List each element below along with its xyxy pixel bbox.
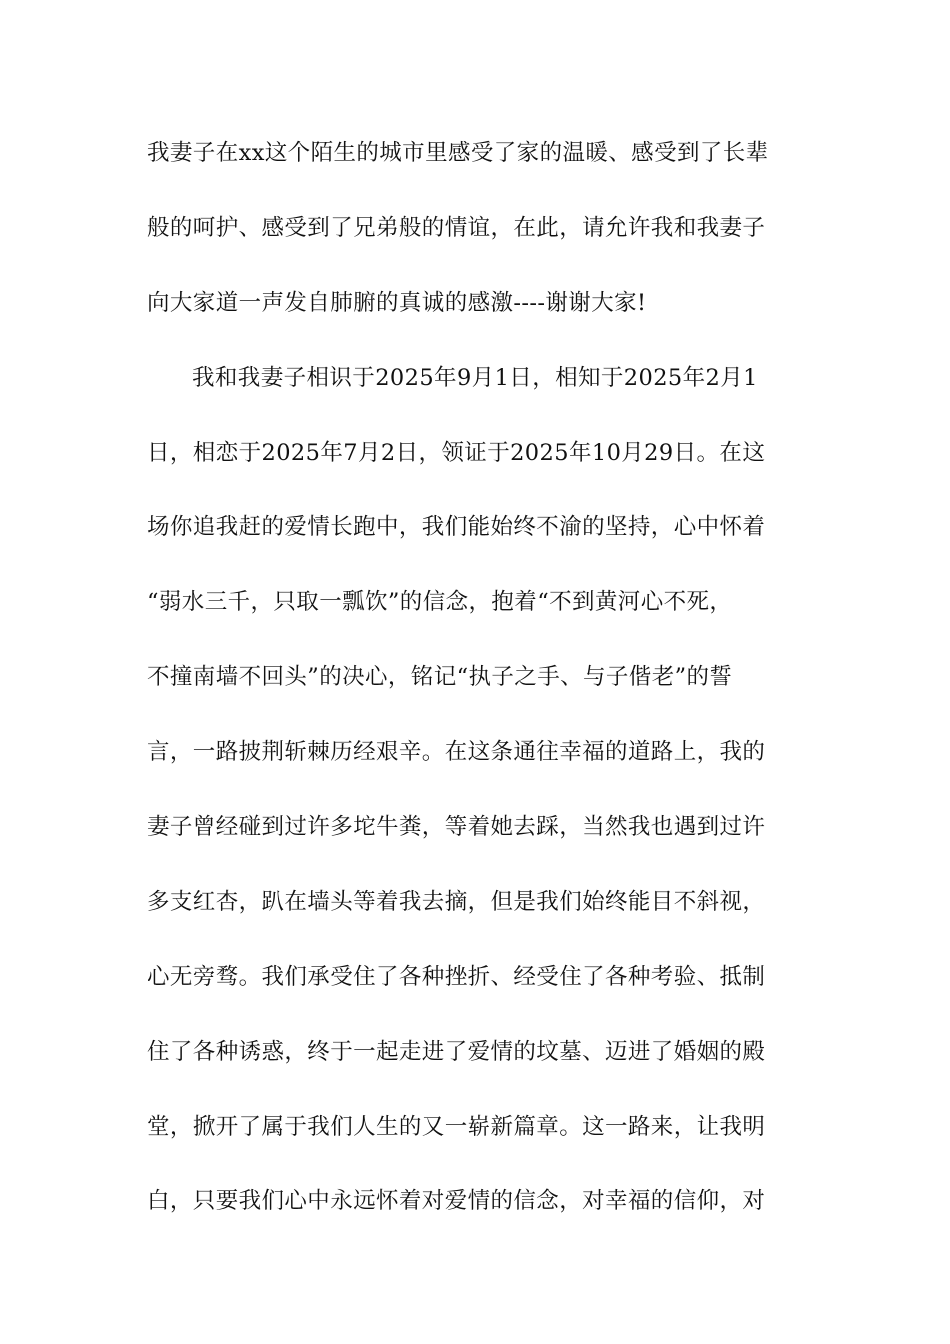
paragraph-first-line: 我和我妻子相识于2025年9月1日，相知于2025年2月1 <box>192 364 758 391</box>
text-line: 向大家道一声发自肺腑的真诚的感激----谢谢大家! <box>147 289 647 316</box>
text-line: “弱水三千，只取一瓢饮”的信念，抱着“不到黄河心不死， <box>147 589 733 616</box>
text-line: 不撞南墙不回头”的决心，铭记“执子之手、与子偕老”的誓 <box>147 664 733 691</box>
text-line: 日，相恋于2025年7月2日，领证于2025年10月29日。在这 <box>147 439 766 466</box>
text-line: 心无旁骛。我们承受住了各种挫折、经受住了各种考验、抵制 <box>147 963 766 990</box>
text-line: 住了各种诱惑，终于一起走进了爱情的坟墓、迈进了婚姻的殿 <box>147 1038 766 1065</box>
text-line: 多支红杏，趴在墙头等着我去摘，但是我们始终能目不斜视， <box>147 888 766 915</box>
text-line: 堂，掀开了属于我们人生的又一崭新篇章。这一路来，让我明 <box>147 1113 766 1140</box>
text-line: 场你追我赶的爱情长跑中，我们能始终不渝的坚持，心中怀着 <box>147 514 766 541</box>
text-line: 言，一路披荆斩棘历经艰辛。在这条通往幸福的道路上，我的 <box>147 739 766 766</box>
text-line: 白，只要我们心中永远怀着对爱情的信念，对幸福的信仰，对 <box>147 1188 766 1215</box>
text-line: 我妻子在xx这个陌生的城市里感受了家的温暖、感受到了长辈 <box>147 140 769 166</box>
text-line: 妻子曾经碰到过许多坨牛粪，等着她去踩，当然我也遇到过许 <box>147 814 766 841</box>
document-body <box>147 131 807 1254</box>
text-line: 般的呵护、感受到了兄弟般的情谊，在此，请允许我和我妻子 <box>147 214 766 241</box>
